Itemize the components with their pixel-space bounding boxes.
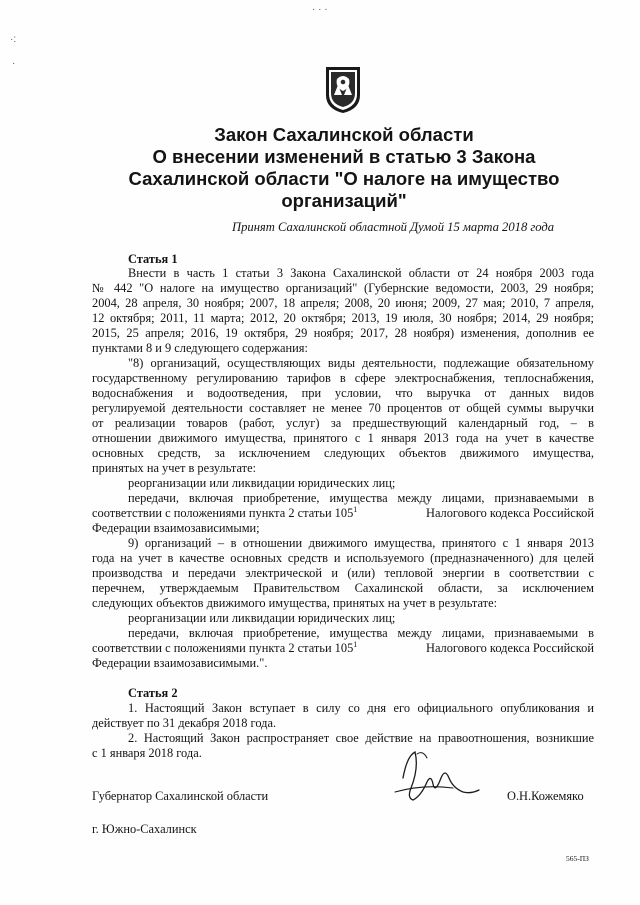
paragraph-line: "8) организаций, осуществляющих виды деятельности, подлежащие обязательному — [128, 356, 594, 370]
superscript: 1 — [353, 639, 358, 649]
paragraph-line: 1. Настоящий Закон вступает в силу со дня его официального опубликования и — [128, 701, 594, 715]
governor-title: Губернатор Сахалинской области — [92, 789, 269, 803]
paragraph-line: реорганизации или ликвидации юридических лиц; — [128, 611, 396, 625]
paragraph-line: отношении движимого имущества, принятого с 1 января 2013 года на учет в качестве — [92, 431, 594, 445]
coat-of-arms-icon — [323, 63, 363, 115]
paragraph-line: регулируемой деятельности составляет не менее 70 процентов от общей суммы выручки — [92, 401, 594, 415]
governor-name: О.Н.Кожемяко — [507, 789, 584, 803]
paragraph-line: передачи, включая приобретение, имущества между лицами, признаваемыми в — [128, 626, 594, 640]
text-fragment — [92, 506, 357, 521]
document-title: О внесении изменений в статью 3 Закона — [152, 146, 536, 167]
paragraph-line: основных средств, за исключением следующих объектов движимого имущества, — [92, 446, 594, 460]
adoption-note: Принят Сахалинской областной Думой 15 марта 2018 года — [232, 220, 555, 234]
document-title: организаций" — [281, 190, 407, 211]
paragraph-line: № 442 "О налоге на имущество организаций" (Губернские ведомости, 2003, 29 ноября; — [92, 281, 594, 295]
paragraph-line: Федерации взаимозависимыми; — [92, 521, 260, 535]
superscript: 1 — [353, 504, 358, 514]
signature-icon — [393, 748, 483, 806]
paragraph-line: производства и передачи электрической и (или) тепловой энергии в соответствии с — [92, 566, 594, 580]
text-fragment: Налогового кодекса Российской — [426, 506, 594, 520]
text-fragment: Налогового кодекса Российской — [426, 641, 594, 655]
paragraph-line: с 1 января 2018 года. — [92, 746, 202, 760]
paragraph-line: 2. Настоящий Закон распространяет свое действие на правоотношения, возникшие — [128, 731, 594, 745]
paragraph-line — [92, 506, 594, 521]
article-heading: Статья 2 — [128, 686, 178, 700]
paragraph-line: 12 октября; 2011, 11 марта; 2012, 20 октября; 2013, 19 июля, 30 ноября; 2014, 29 ноября; — [92, 311, 594, 325]
text-fragment — [92, 641, 357, 656]
paragraph-line: действует по 31 декабря 2018 года. — [92, 716, 277, 730]
document-number: 565-ПЗ — [566, 854, 589, 863]
document-title: Закон Сахалинской области — [214, 124, 474, 145]
paragraph-line: 2015, 25 апреля; 2016, 19 октября, 29 ноября; 2017, 28 ноября) изменения, дополнив ее — [92, 326, 594, 340]
text-fragment: соответствии с положениями пункта 2 статьи 105 — [92, 641, 354, 655]
text-fragment: соответствии с положениями пункта 2 статьи 105 — [92, 506, 354, 520]
paragraph-line: 9) организаций – в отношении движимого имущества, принятого с 1 января 2013 — [128, 536, 594, 550]
article-heading: Статья 1 — [128, 252, 178, 266]
paragraph-line: передачи, включая приобретение, имущества между лицами, признаваемыми в — [128, 491, 594, 505]
document-title: Сахалинской области "О налоге на имущество — [128, 168, 560, 189]
scan-artifact: ·: — [10, 34, 17, 45]
paragraph-line: пунктами 8 и 9 следующего содержания: — [92, 341, 308, 355]
paragraph-line: государственному регулированию тарифов в сфере электроснабжения, теплоснабжения, — [92, 371, 594, 385]
paragraph-line: реорганизации или ликвидации юридических лиц; — [128, 476, 396, 490]
paragraph-line: следующих объектов движимого имущества, принятых на учет в результате: — [92, 596, 498, 610]
scan-artifact: · · · — [312, 4, 328, 15]
paragraph-line: Федерации взаимозависимыми.". — [92, 656, 268, 670]
city: г. Южно-Сахалинск — [92, 822, 197, 836]
paragraph-line: Внести в часть 1 статьи 3 Закона Сахалинской области от 24 ноября 2003 года — [128, 266, 594, 280]
paragraph-line: перечнем, утверждаемым Правительством Сахалинской области, за исключением — [92, 581, 594, 595]
paragraph-line: 2004, 28 апреля, 30 ноября; 2007, 18 апреля; 2008, 20 июня; 2009, 27 мая; 2010, 7 апреля, — [92, 296, 594, 310]
paragraph-line: от реализации товаров (работ, услуг) за предшествующий календарный год, – в — [92, 416, 594, 430]
paragraph-line: принятых на учет в результате: — [92, 461, 257, 475]
scan-artifact: · — [12, 58, 16, 69]
paragraph-line — [92, 641, 594, 656]
paragraph-line: водоснабжения и водоотведения, при условии, что выручка от данных видов — [92, 386, 594, 400]
paragraph-line: года на учет в качестве основных средств и используемого (предназначенного) для целей — [92, 551, 594, 565]
